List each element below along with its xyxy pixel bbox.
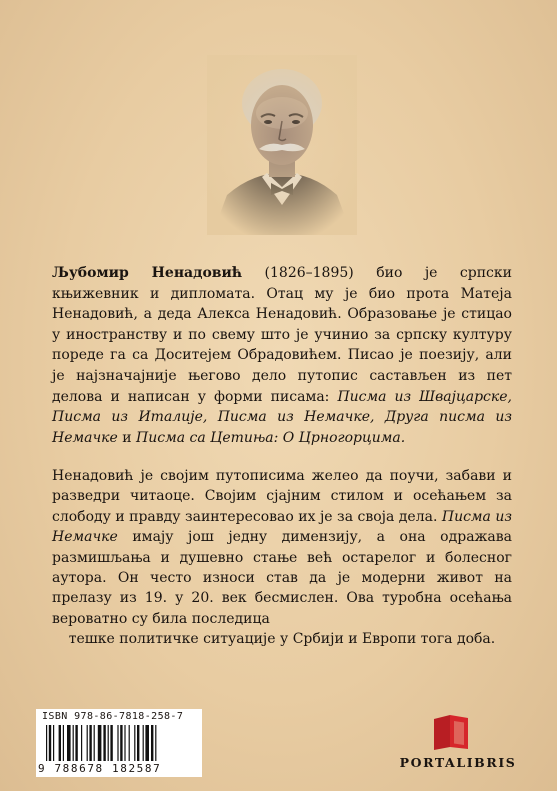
barcode-bars bbox=[40, 725, 198, 765]
summary-text-2: имају још једну димензију, а она одражава размишљања и душевно стање већ остарелог и болесног аутора. Он често износи став да је модерни живот на прелазу из 19. у 20. век бесмислен. Ова туробна осећања вероватно су била последица bbox=[52, 529, 512, 627]
works-last: Писма са Цетиња: О Црногорцима. bbox=[136, 429, 406, 446]
isbn-number: ISBN 978-86-7818-258-7 bbox=[42, 711, 184, 722]
author-biography bbox=[52, 263, 512, 448]
barcode-bar bbox=[143, 725, 144, 761]
barcode-bar bbox=[94, 725, 95, 761]
barcode-bar bbox=[75, 725, 77, 761]
barcode-bar bbox=[137, 725, 139, 761]
barcode-bar bbox=[120, 725, 122, 761]
barcode-bar bbox=[108, 725, 109, 761]
barcode-bar bbox=[53, 725, 54, 761]
barcode-bar bbox=[155, 725, 156, 761]
isbn-barcode bbox=[36, 709, 202, 777]
bio-text: (1826–1895) био је српски књижевник и дипломата. Отац му је био прота Матеја Ненадовић, а деда Алекса Ненадовић. Образовање је стицао у иностранству и по свему што је учинио за српску културу пореде га са Доситејем Обрадовићем. Писао је поезију, али је најзначајније његово дело путопис састављен из пет делова и написан у форми писама: bbox=[52, 265, 512, 405]
works-list: Писма из Швајцарске, Писма из Италије, Писма из Немачке, Друга писма из Немачке bbox=[52, 388, 512, 446]
barcode-bar bbox=[103, 725, 105, 761]
author-portrait bbox=[207, 55, 357, 235]
barcode-bar bbox=[46, 725, 47, 761]
barcode-bar bbox=[129, 725, 130, 761]
barcode-bar bbox=[110, 725, 112, 761]
barcode-bar bbox=[87, 725, 88, 761]
barcode-bar bbox=[134, 725, 135, 761]
barcode-bar bbox=[49, 725, 51, 761]
barcode-bar bbox=[73, 725, 74, 761]
summary-book-title: Писма из Немачке bbox=[52, 508, 512, 546]
publisher-name: PORTALIBRIS bbox=[399, 755, 517, 770]
barcode-digits: 9 788678 182587 bbox=[38, 762, 162, 775]
works-conjunction: и bbox=[117, 429, 137, 446]
author-name: Љубомир Ненадовић bbox=[52, 265, 243, 281]
barcode-bar bbox=[124, 725, 125, 761]
book-summary bbox=[52, 466, 512, 650]
summary-text-1: Ненадовић је својим путописима желео да поучи, забави и разведри читаоце. Својим сјајним стилом и осећањем за слободу и правду заинтересовао их је за своја дела. bbox=[52, 468, 512, 525]
barcode-bar bbox=[98, 725, 102, 761]
barcode-bar bbox=[81, 725, 82, 761]
barcode-bar bbox=[63, 725, 64, 761]
summary-last-line: тешке политичке ситуације у Србији и Европи тога доба. bbox=[68, 631, 496, 648]
barcode-bar bbox=[151, 725, 153, 761]
barcode-bar bbox=[89, 725, 91, 761]
barcode-bar bbox=[145, 725, 149, 761]
barcode-bar bbox=[59, 725, 61, 761]
barcode-bar bbox=[67, 725, 71, 761]
barcode-bar bbox=[117, 725, 118, 761]
publisher-logo-icon bbox=[428, 713, 476, 751]
